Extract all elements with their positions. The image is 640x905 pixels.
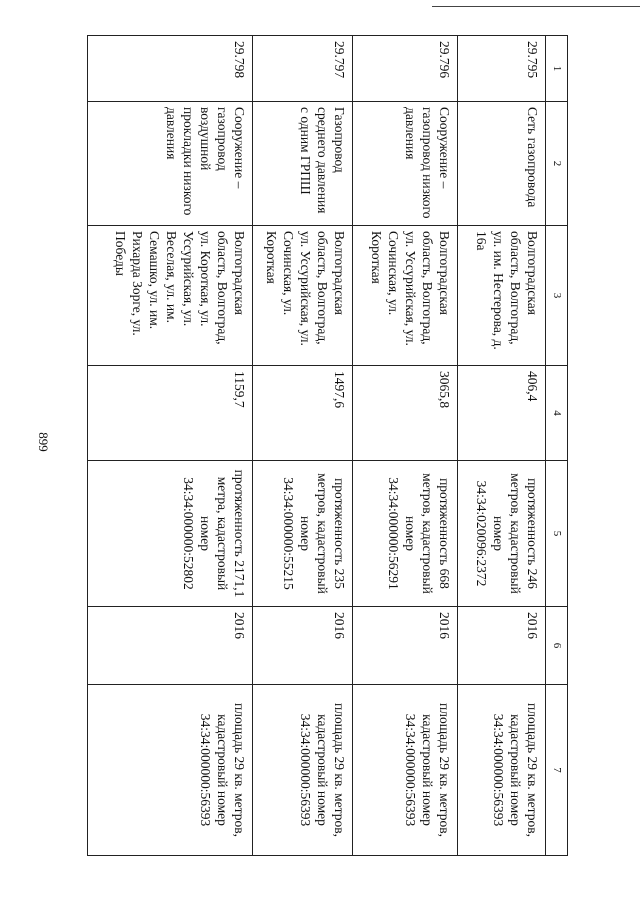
column-header: 2	[546, 102, 568, 226]
top-rule	[432, 6, 640, 7]
object-characteristics: протяженность 2171,1 метра, кадастровый номер 34:34:000000:52802	[88, 461, 253, 607]
column-header: 3	[546, 226, 568, 366]
object-name: Сеть газопровода	[458, 102, 546, 226]
column-header: 4	[546, 366, 568, 461]
row-number: 29.797	[253, 36, 353, 102]
column-header: 6	[546, 607, 568, 685]
object-characteristics: протяженность 668 метров, кадастровый номер 34:34:000000:56291	[353, 461, 458, 607]
object-area: площадь 29 кв. метров, кадастровый номер 34:34:000000:56393	[253, 685, 353, 856]
object-year: 2016	[353, 607, 458, 685]
object-length: 1497,6	[253, 366, 353, 461]
object-name: Сооружение – газопровод низкого давления	[353, 102, 458, 226]
object-length: 1159,7	[88, 366, 253, 461]
object-area: площадь 29 кв. метров, кадастровый номер 34:34:000000:56393	[458, 685, 546, 856]
object-address: Волгоградская область, Волгоград, ул. Уссурийская, ул. Сочинская, ул. Короткая	[253, 226, 353, 366]
object-address: Волгоградская область, Волгоград, ул. им. Нестерова, д. 16а	[458, 226, 546, 366]
object-year: 2016	[458, 607, 546, 685]
property-table	[87, 35, 568, 856]
rotated-table-wrapper	[88, 35, 568, 855]
object-length: 3065,8	[353, 366, 458, 461]
page-number: 899	[36, 432, 51, 452]
table-row	[88, 36, 253, 856]
row-number: 29.795	[458, 36, 546, 102]
object-area: площадь 29 кв. метров, кадастровый номер 34:34:000000:56393	[88, 685, 253, 856]
table-row	[353, 36, 458, 856]
object-name: Сооружение – газопровод воздушной прокладки низкого давления	[88, 102, 253, 226]
object-characteristics: протяженность 235 метров, кадастровый номер 34:34:000000:55215	[253, 461, 353, 607]
column-header: 1	[546, 36, 568, 102]
object-year: 2016	[88, 607, 253, 685]
column-header: 5	[546, 461, 568, 607]
table-row	[458, 36, 546, 856]
object-area: площадь 29 кв. метров, кадастровый номер 34:34:000000:56393	[353, 685, 458, 856]
header-row	[546, 36, 568, 856]
object-address: Волгоградская область, Волгоград, ул. Короткая, ул. Уссурийская, ул. Веселая, ул. им. Семашко, ул. им. Рихарда Зорге, ул. Победы	[88, 226, 253, 366]
row-number: 29.798	[88, 36, 253, 102]
object-name: Газопровод среднего давления с одним ГРПШ	[253, 102, 353, 226]
column-header: 7	[546, 685, 568, 856]
object-length: 406,4	[458, 366, 546, 461]
object-address: Волгоградская область, Волгоград, ул. Уссурийская, ул. Сочинская, ул. Короткая	[353, 226, 458, 366]
table-row	[253, 36, 353, 856]
object-characteristics: протяженность 246 метров, кадастровый номер 34:34:020096:2372	[458, 461, 546, 607]
row-number: 29.796	[353, 36, 458, 102]
object-year: 2016	[253, 607, 353, 685]
